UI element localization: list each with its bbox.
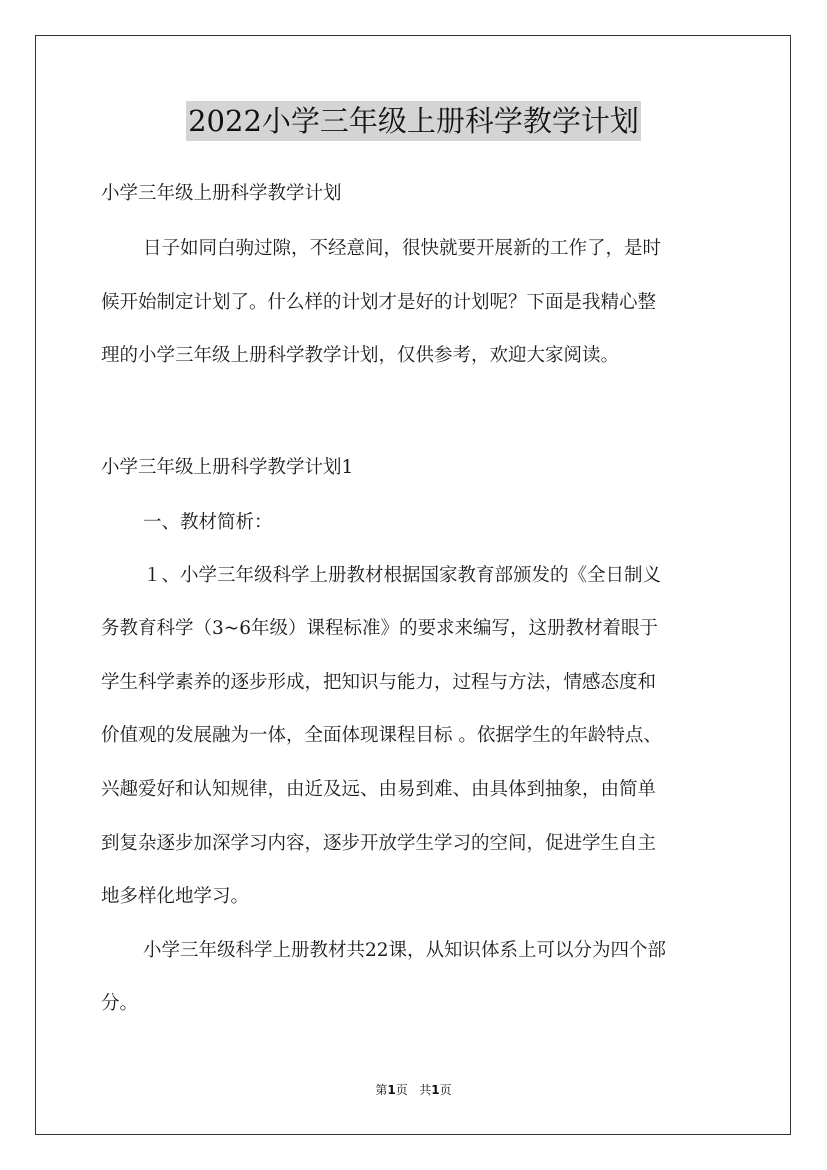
document-title: 2022小学三年级上册科学教学计划 <box>186 101 641 141</box>
title-container <box>0 101 827 141</box>
intro-line-1: 日子如同白驹过隙，不经意间，很快就要开展新的工作了，是时 <box>143 238 662 259</box>
footer-total-label: 共 <box>419 1083 432 1097</box>
footer-page-label: 第 <box>375 1083 388 1097</box>
paragraph1-line-4: 价值观的发展融为一体，全面体现课程目标 。依据学生的年龄特点、 <box>101 725 662 746</box>
footer-page-number: 1 <box>387 1083 396 1097</box>
paragraph1-line-7: 地多样化地学习。 <box>101 886 250 907</box>
paragraph1-line-3: 学生科学素养的逐步形成，把知识与能力，过程与方法，情感态度和 <box>101 672 657 693</box>
paragraph2-line-2: 分。 <box>101 993 139 1014</box>
paragraph1-line-5: 兴趣爱好和认知规律，由近及远、由易到难、由具体到抽象，由简单 <box>101 779 657 800</box>
intro-line-3: 理的小学三年级上册科学教学计划，仅供参考，欢迎大家阅读。 <box>101 345 620 366</box>
page-footer <box>0 1082 827 1098</box>
part-heading: 一、教材简析： <box>143 512 273 533</box>
intro-line-2: 候开始制定计划了。什么样的计划才是好的计划呢？下面是我精心整 <box>101 292 657 313</box>
footer-page-suffix: 页 <box>395 1083 408 1097</box>
paragraph1-line-1: １、小学三年级科学上册教材根据国家教育部颁发的《全日制义 <box>143 565 662 586</box>
section-heading: 小学三年级上册科学教学计划1 <box>101 457 354 478</box>
footer-total-suffix: 页 <box>439 1083 452 1097</box>
document-subtitle: 小学三年级上册科学教学计划 <box>101 183 342 204</box>
footer-total-number: 1 <box>431 1083 440 1097</box>
paragraph1-line-6: 到复杂逐步加深学习内容，逐步开放学生学习的空间，促进学生自主 <box>101 833 657 854</box>
paragraph1-line-2: 务教育科学（3~6年级）课程标准》的要求来编写，这册教材着眼于 <box>101 618 659 639</box>
paragraph2-line-1: 小学三年级科学上册教材共22课，从知识体系上可以分为四个部 <box>143 940 667 961</box>
